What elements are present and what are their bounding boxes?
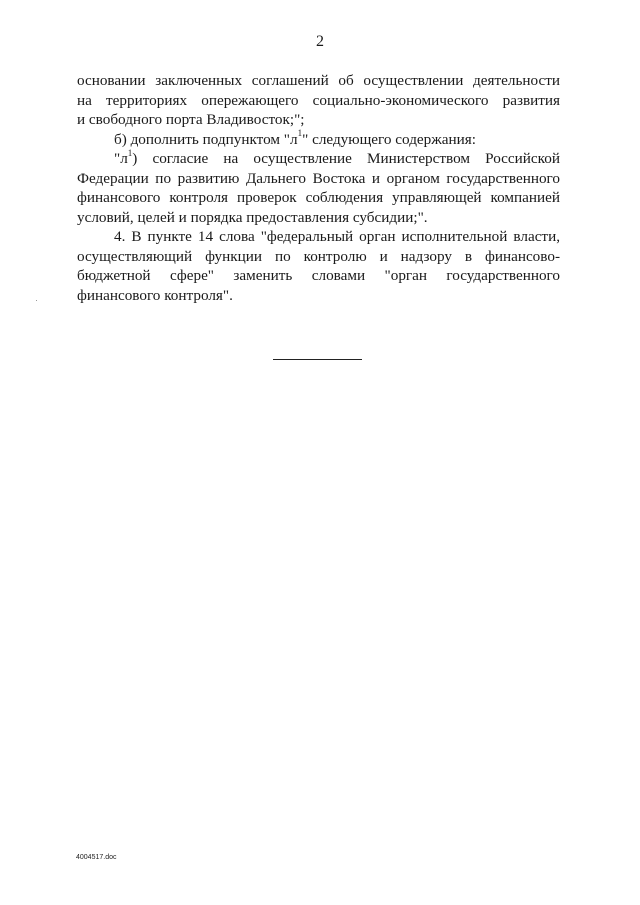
- subclause-b-text: б) дополнить подпунктом "л: [114, 130, 298, 148]
- body-line: условий, целей и порядка предоставления субсидии;".: [77, 208, 428, 226]
- superscript: 1: [127, 147, 133, 158]
- body-line: на территориях опережающего социально-экономического развития: [77, 91, 560, 109]
- clause-4-line: 4. В пункте 14 слова "федеральный орган исполнительной власти,: [114, 228, 560, 245]
- body-line: и свободного порта Владивосток;";: [77, 111, 305, 128]
- footer-file-name: 4004517.doc: [76, 854, 117, 861]
- subclause-l1-line: [77, 149, 560, 169]
- body-line: финансового контроля проверок соблюдения управляющей компанией: [77, 189, 560, 206]
- document-body: [77, 71, 560, 305]
- subclause-l1-open: "л: [114, 150, 128, 167]
- body-line: финансового контроля".: [77, 286, 233, 304]
- superscript: 1: [297, 128, 303, 139]
- body-line: основании заключенных соглашений об осуществлении деятельности: [77, 72, 560, 89]
- body-line: осуществляющий функции по контролю и надзору в финансово-: [77, 247, 560, 265]
- margin-dot: [36, 300, 37, 301]
- subclause-l1-text: ) согласие на осуществление Министерством Российской: [132, 150, 560, 167]
- page-number: 2: [316, 33, 324, 50]
- body-line: бюджетной сфере" заменить словами "орган государственного: [77, 267, 560, 284]
- subclause-b-line: [77, 130, 560, 150]
- end-separator-line: [273, 359, 362, 360]
- body-line: Федерации по развитию Дальнего Востока и органом государственного: [77, 169, 560, 187]
- subclause-b-text-end: " следующего содержания:: [302, 130, 476, 148]
